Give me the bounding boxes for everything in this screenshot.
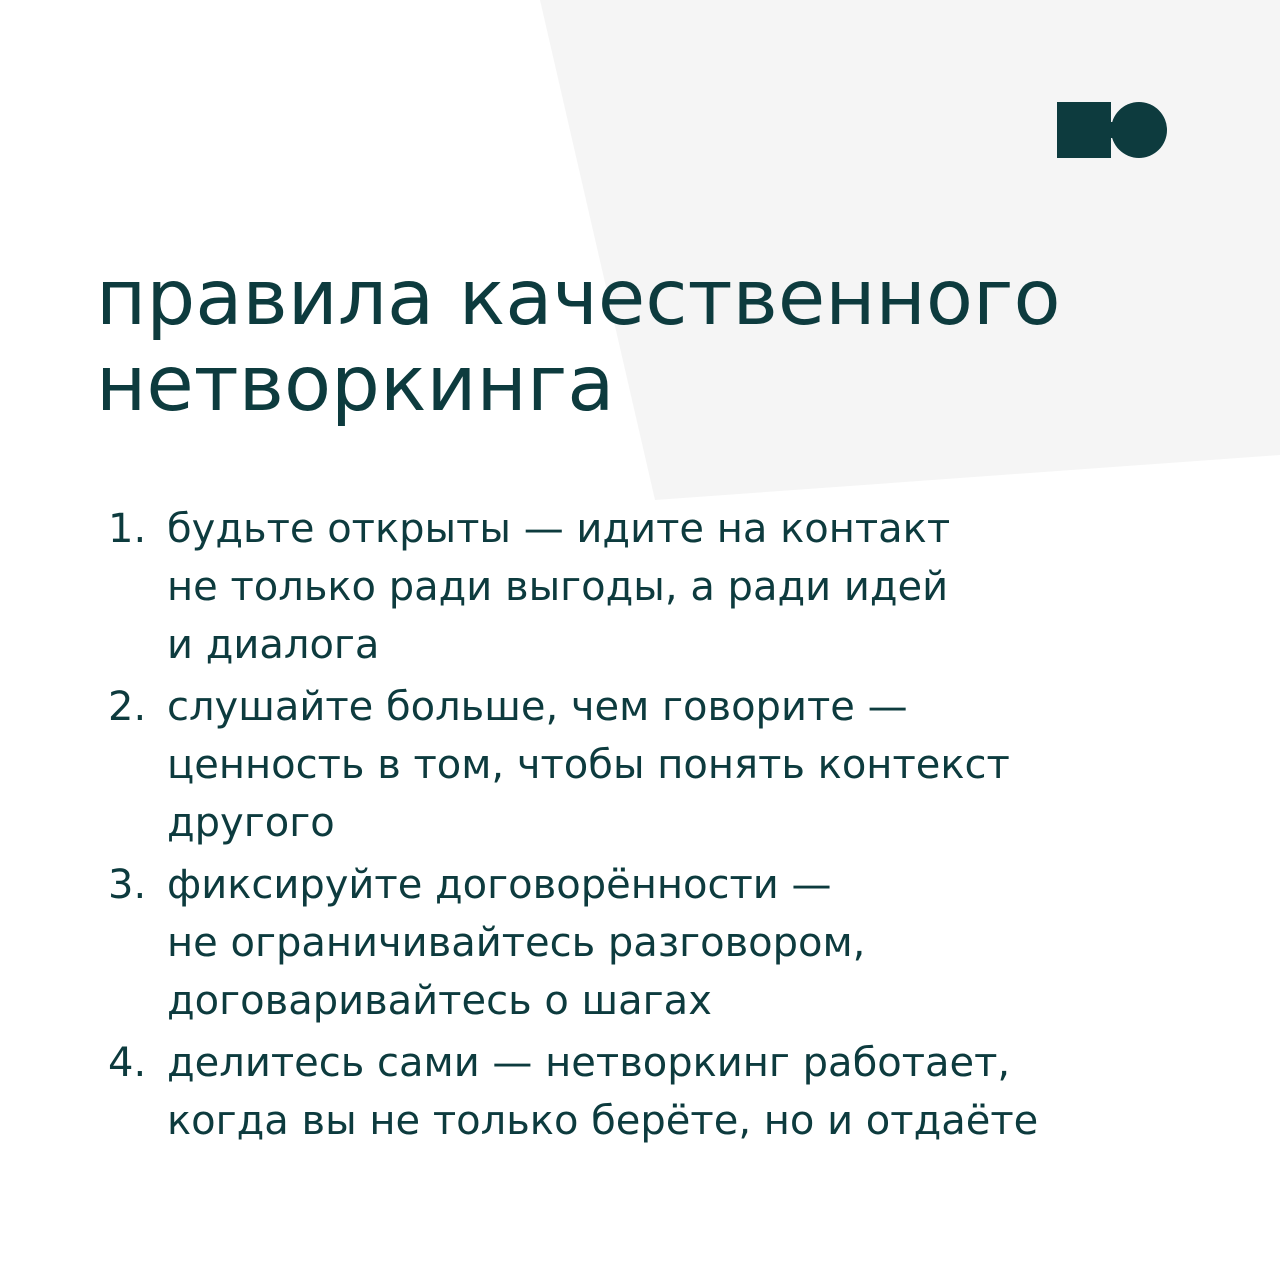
rule-text-line: слушайте больше, чем говорите — — [167, 684, 908, 730]
square-and-circle-logo-icon — [1057, 102, 1167, 158]
rules-list — [100, 500, 1220, 1154]
logo-square — [1057, 102, 1111, 158]
rule-text-line: и диалога — [167, 622, 380, 668]
rule-text-line: не ограничивайтесь разговором, — [167, 920, 866, 966]
title-line-1: правила качественного — [96, 254, 1061, 343]
rule-number: 3. — [108, 862, 147, 908]
rule-text-line: фиксируйте договорённости — — [167, 862, 832, 908]
rule-text-line: другого — [167, 800, 335, 846]
rule-text-line: делитесь сами — нетворкинг работает, — [167, 1040, 1011, 1086]
rule-item-4 — [100, 1034, 1220, 1150]
rule-number: 4. — [108, 1040, 147, 1086]
rule-text-line: договаривайтесь о шагах — [167, 978, 712, 1024]
title-line-2: нетворкинга — [96, 340, 615, 429]
rule-item-2 — [100, 678, 1220, 852]
rule-item-3 — [100, 856, 1220, 1030]
rule-text-line: будьте открыты — идите на контакт — [167, 506, 951, 552]
rule-text-line: ценность в том, чтобы понять контекст — [167, 742, 1010, 788]
page-title — [96, 256, 1061, 428]
logo-circle — [1111, 102, 1167, 158]
rule-number: 2. — [108, 684, 147, 730]
rule-item-1 — [100, 500, 1220, 674]
rule-number: 1. — [108, 506, 147, 552]
rule-text-line: не только ради выгоды, а ради идей — [167, 564, 949, 610]
rule-text-line: когда вы не только берёте, но и отдаёте — [167, 1098, 1039, 1144]
